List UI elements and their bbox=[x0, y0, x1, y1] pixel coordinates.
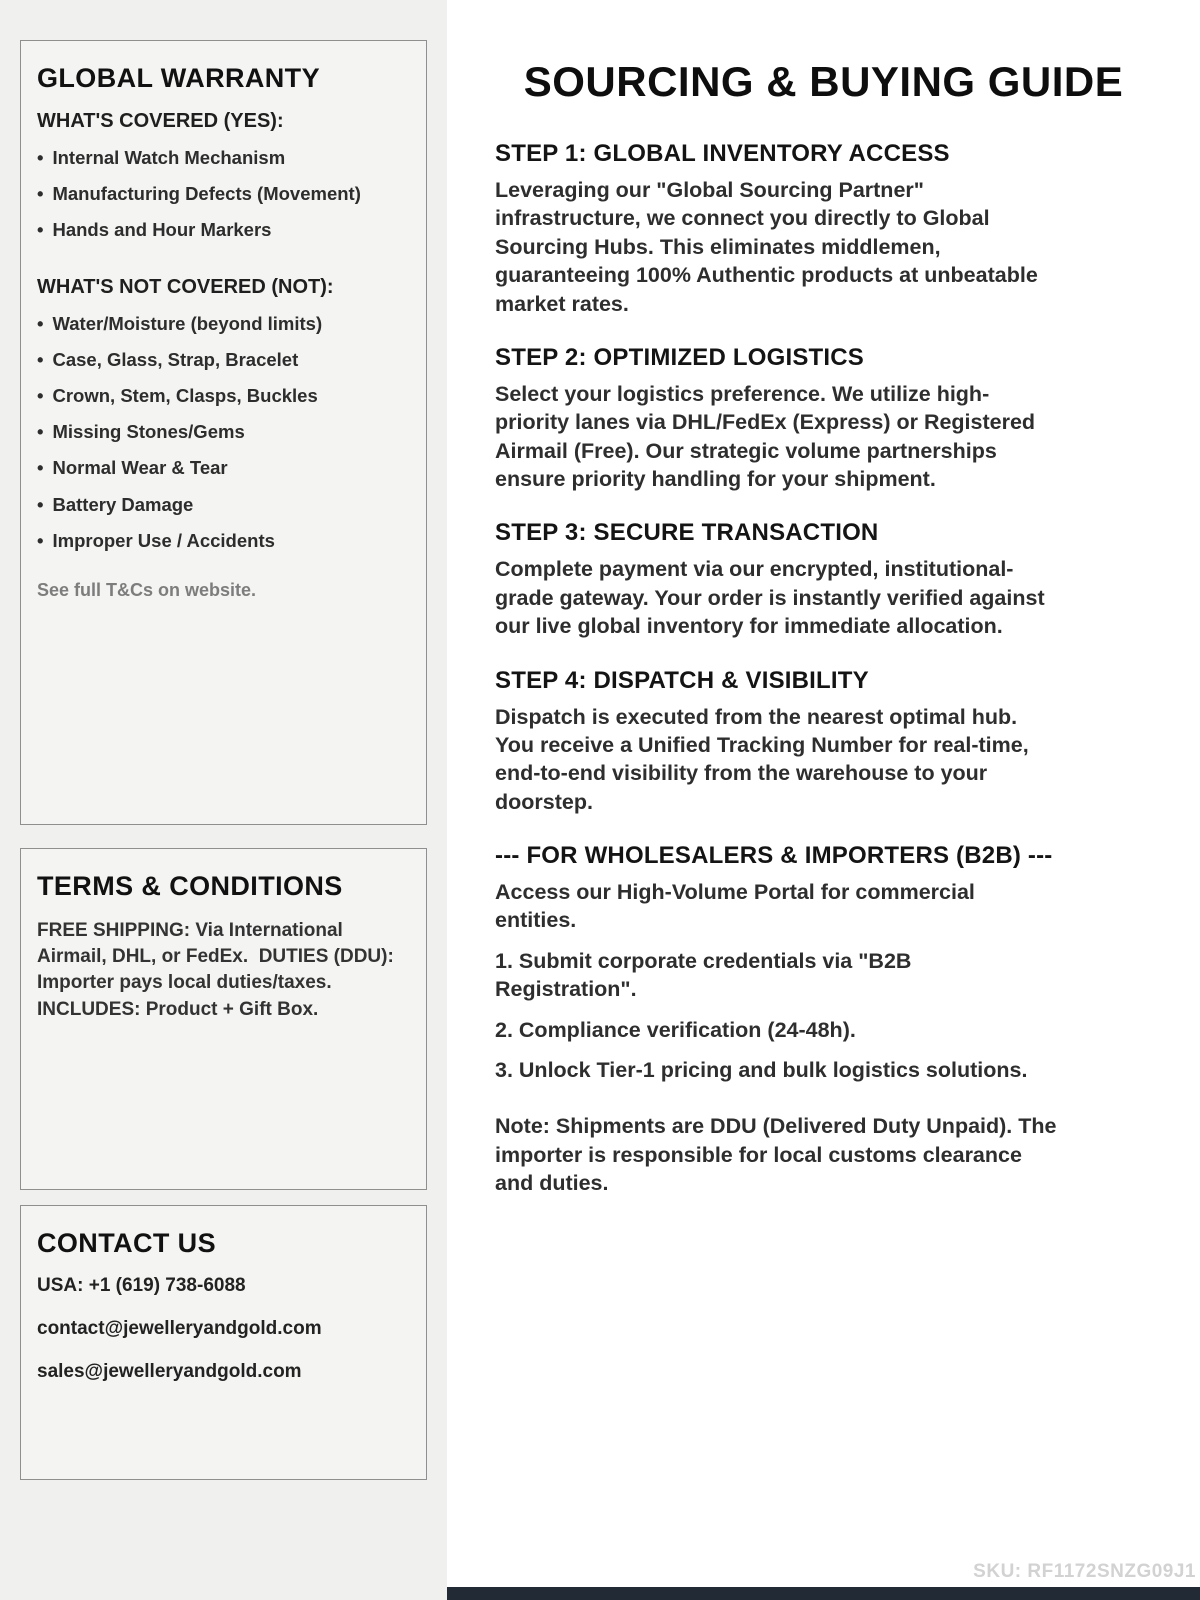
sidebar bbox=[0, 0, 447, 1600]
step-3-paragraph: Complete payment via our encrypted, institutional-grade gateway. Your order is instantly verified against our live global inventory for immediate allocation. bbox=[495, 557, 1045, 639]
contact-email: contact@jewelleryandgold.com bbox=[37, 1318, 322, 1339]
not-covered-item: • Normal Wear & Tear bbox=[37, 457, 410, 479]
step-1-heading: STEP 1: GLOBAL INVENTORY ACCESS bbox=[495, 140, 950, 167]
terms-title: TERMS & CONDITIONS bbox=[37, 871, 343, 901]
not-covered-item: • Crown, Stem, Clasps, Buckles bbox=[37, 385, 410, 407]
step-2-heading: STEP 2: OPTIMIZED LOGISTICS bbox=[495, 343, 864, 371]
step-4-paragraph: Dispatch is executed from the nearest optimal hub. You receive a Unified Tracking Number for real-time, end-to-end visibility from the warehouse to your doorstep. bbox=[495, 704, 1029, 814]
not-covered-title: WHAT'S NOT COVERED (NOT): bbox=[37, 275, 334, 298]
warranty-footnote: See full T&Cs on website. bbox=[37, 579, 257, 600]
covered-item: • Internal Watch Mechanism bbox=[37, 147, 410, 169]
step-1-section bbox=[495, 140, 1057, 318]
covered-item: • Manufacturing Defects (Movement) bbox=[37, 183, 410, 205]
step-4-heading: STEP 4: DISPATCH & VISIBILITY bbox=[495, 666, 869, 694]
b2b-section bbox=[495, 842, 1057, 1197]
page-title: SOURCING & BUYING GUIDE bbox=[523, 58, 1124, 105]
not-covered-list bbox=[37, 313, 410, 552]
not-covered-item: • Water/Moisture (beyond limits) bbox=[37, 313, 410, 335]
warranty-box bbox=[20, 40, 427, 825]
sku-label: SKU: RF1172SNZG09J1 bbox=[973, 1561, 1196, 1582]
b2b-step-2: 2. Compliance verification (24-48h). bbox=[495, 1017, 856, 1042]
contact-title: CONTACT US bbox=[37, 1228, 216, 1258]
not-covered-item: • Missing Stones/Gems bbox=[37, 421, 410, 443]
step-3-section bbox=[495, 519, 1057, 640]
bottom-accent-bar bbox=[447, 1587, 1200, 1600]
terms-body: FREE SHIPPING: Via International Airmail, DHL, or FedEx. DUTIES (DDU): Importer pays local duties/taxes. INCLUDES: Product + Gift Box. bbox=[37, 920, 400, 1020]
b2b-step-3: 3. Unlock Tier-1 pricing and bulk logistics solutions. bbox=[495, 1057, 1028, 1082]
b2b-step-1: 1. Submit corporate credentials via "B2B Registration". bbox=[495, 948, 912, 1002]
terms-box bbox=[20, 848, 427, 1190]
not-covered-item: • Case, Glass, Strap, Bracelet bbox=[37, 349, 410, 371]
step-2-paragraph: Select your logistics preference. We utilize high-priority lanes via DHL/FedEx (Express) or Registered Airmail (Free). Our strategic volume partnerships ensure priority handling for your shipment. bbox=[495, 381, 1036, 491]
b2b-note: Note: Shipments are DDU (Delivered Duty Unpaid). The importer is responsible for local customs clearance and duties. bbox=[495, 1114, 1057, 1195]
contact-phone: USA: +1 (619) 738-6088 bbox=[37, 1275, 246, 1296]
step-3-heading: STEP 3: SECURE TRANSACTION bbox=[495, 519, 879, 547]
b2b-heading: --- FOR WHOLESALERS & IMPORTERS (B2B) --- bbox=[495, 842, 1053, 869]
covered-list bbox=[37, 147, 410, 242]
step-1-paragraph: Leveraging our "Global Sourcing Partner" infrastructure, we connect you directly to Global Sourcing Hubs. This eliminates middlemen, guaranteeing 100% Authentic products at unbeatable market rates. bbox=[495, 178, 1038, 316]
covered-title: WHAT'S COVERED (YES): bbox=[37, 110, 284, 132]
covered-item: • Hands and Hour Markers bbox=[37, 219, 410, 241]
step-4-section bbox=[495, 667, 1057, 817]
warranty-title: GLOBAL WARRANTY bbox=[37, 63, 320, 93]
main-content-area bbox=[447, 0, 1200, 1600]
step-2-section bbox=[495, 344, 1057, 494]
not-covered-item: • Improper Use / Accidents bbox=[37, 530, 410, 552]
guide-content bbox=[495, 140, 1057, 1197]
not-covered-item: • Battery Damage bbox=[37, 494, 410, 516]
contact-email-sales: sales@jewelleryandgold.com bbox=[37, 1361, 302, 1382]
contact-box bbox=[20, 1205, 427, 1480]
b2b-intro: Access our High-Volume Portal for commercial entities. bbox=[495, 880, 975, 933]
